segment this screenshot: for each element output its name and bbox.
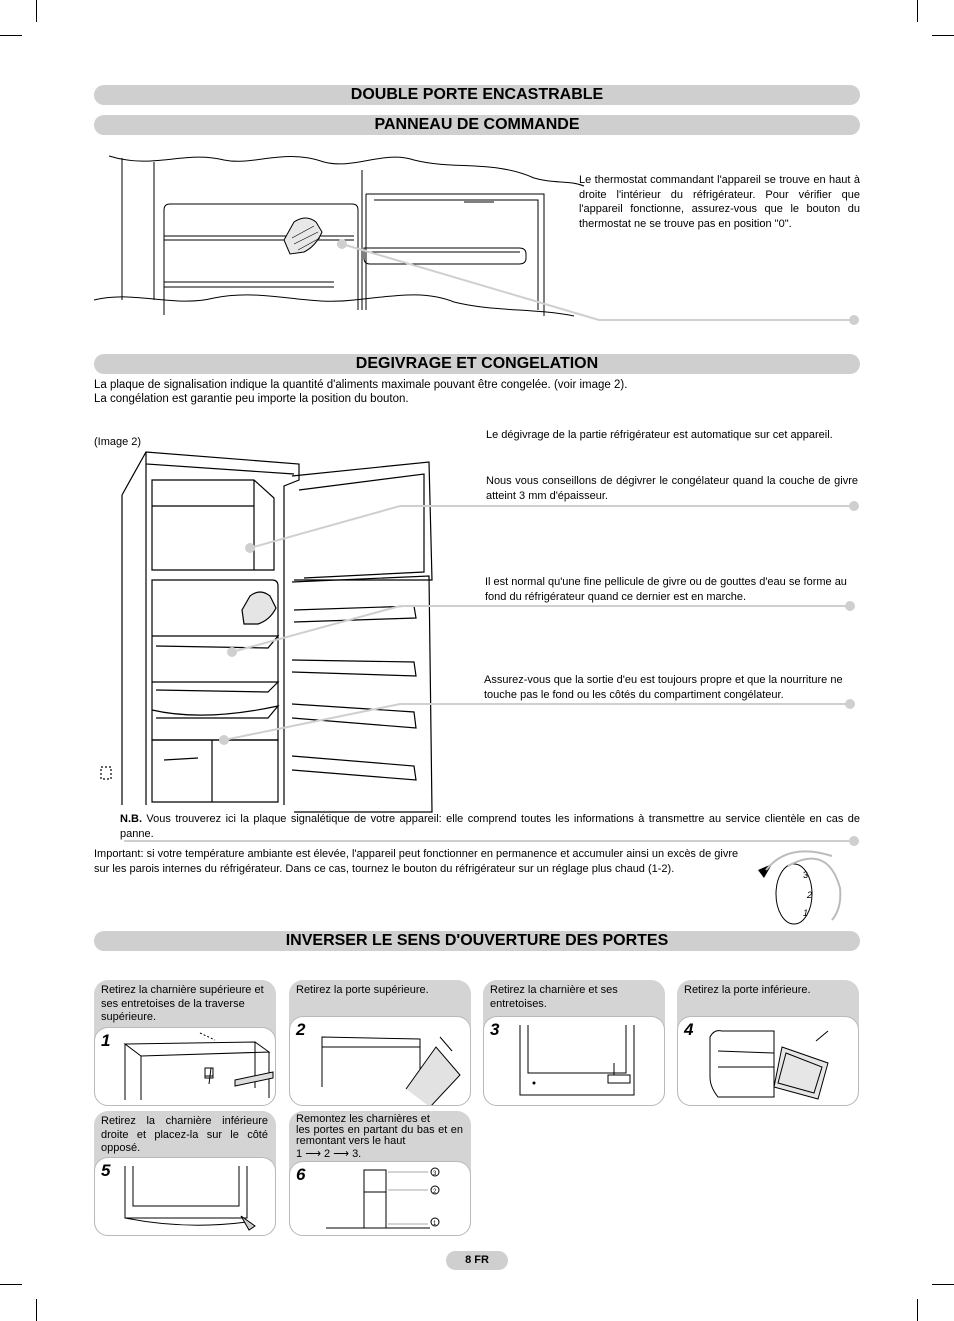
dial-label-1: 1 xyxy=(803,908,809,918)
note-degivrer-congelateur: Nous vous conseillons de dégivrer le congélateur quand la couche de givre atteint 3 mm d'épaisseur. xyxy=(486,475,858,502)
crop-mark xyxy=(36,1299,37,1321)
step-4-figure xyxy=(677,1016,859,1106)
crop-mark xyxy=(36,0,37,22)
crop-mark xyxy=(917,0,918,22)
step-card-3 xyxy=(483,980,665,1106)
thermostat-text: Le thermostat commandant l'appareil se trouve en haut à droite l'intérieur du réfrigérateur. Pour vérifier que l'appareil fonctionne, assurez-vous que le bouton du thermostat ne se trouve pas en position "0". xyxy=(579,174,860,230)
dial-label-2: 2 xyxy=(807,890,813,900)
step-5-figure xyxy=(94,1157,276,1236)
step-6-seq-1: 1 xyxy=(296,1148,303,1160)
step-6-label-1: 1 xyxy=(433,1221,437,1227)
nb-text: Vous trouverez ici la plaque signalétique de votre appareil: elle comprend toutes les informations à transmettre au service clientèle en cas de panne. xyxy=(120,813,860,840)
step-6-text-a: Remontez les charnières et xyxy=(296,1113,430,1125)
step-6-seq-2: 2 xyxy=(324,1148,331,1160)
crop-mark xyxy=(0,35,22,36)
step-6-number: 6 xyxy=(296,1165,306,1184)
step-2-text: Retirez la porte supérieure. xyxy=(296,984,429,996)
arrow-icon: ⟶ xyxy=(305,1148,321,1160)
step-6-label-3: 3 xyxy=(433,1171,437,1177)
crop-mark xyxy=(932,35,954,36)
heading-panneau-commande: PANNEAU DE COMMANDE xyxy=(94,115,860,135)
step-2-number: 2 xyxy=(296,1020,306,1039)
degivrage-intro-2: La congélation est garantie peu importe la position du bouton. xyxy=(94,393,409,405)
crop-mark xyxy=(0,1284,22,1285)
step-3-number: 3 xyxy=(490,1020,500,1039)
heading-inverser: INVERSER LE SENS D'OUVERTURE DES PORTES xyxy=(94,931,860,951)
degivrage-intro-1: La plaque de signalisation indique la quantité d'aliments maximale pouvant être congelée. (voir image 2). xyxy=(94,379,628,391)
step-1-figure xyxy=(94,1027,276,1106)
step-card-5 xyxy=(94,1111,276,1236)
note-pellicule-givre: Il est normal qu'une fine pellicule de givre ou de gouttes d'eau se forme au fond du réfrigérateur quand ce dernier est en marche. xyxy=(485,576,847,603)
step-5-text: Retirez la charnière inférieure droite et placez-la sur le côté opposé. xyxy=(101,1115,268,1154)
crop-mark xyxy=(917,1299,918,1321)
heading-double-porte: DOUBLE PORTE ENCASTRABLE xyxy=(94,85,860,105)
step-6-seq-3: 3. xyxy=(352,1148,362,1160)
note-sortie-eau: Assurez-vous que la sortie d'eu est toujours propre et que la nourriture ne touche pas le fond ou les côtés du compartiment congélateur. xyxy=(484,674,843,701)
step-5-number: 5 xyxy=(101,1161,111,1180)
step-6-sequence xyxy=(296,1149,463,1160)
nb-label: N.B. xyxy=(120,813,142,825)
note-degivrage-auto: Le dégivrage de la partie réfrigérateur est automatique sur cet appareil. xyxy=(486,429,833,441)
step-3-figure xyxy=(483,1016,665,1106)
image-2-label: (Image 2) xyxy=(94,436,142,448)
step-card-2 xyxy=(289,980,471,1106)
step-1-text: Retirez la charnière supérieure et ses entretoises de la traverse supérieure. xyxy=(101,984,264,1023)
step-card-4 xyxy=(677,980,859,1106)
thermostat-dial xyxy=(758,848,848,928)
important-paragraph: Important: si votre température ambiante est élevée, l'appareil peut fonctionner en permanence et accumuler ainsi un excès de givre sur les parois internes du réfrigérateur. Dans ce cas, tournez le bouton du réfrigérateur sur un réglage plus chaud (1-2). xyxy=(94,848,739,875)
step-card-1 xyxy=(94,980,276,1106)
step-6-text-b: les portes en partant du bas et en remontant vers le haut xyxy=(296,1124,463,1147)
page-number: 8 FR xyxy=(446,1251,508,1270)
step-1-number: 1 xyxy=(101,1031,111,1050)
step-2-figure xyxy=(289,1016,471,1106)
step-6-figure xyxy=(289,1161,471,1236)
step-6-label-2: 2 xyxy=(433,1189,437,1195)
step-4-text: Retirez la porte inférieure. xyxy=(684,984,811,996)
dial-label-3: 3 xyxy=(803,870,809,880)
step-4-number: 4 xyxy=(684,1020,694,1039)
step-card-6 xyxy=(289,1111,471,1236)
control-panel-illustration xyxy=(94,140,864,330)
crop-mark xyxy=(932,1284,954,1285)
heading-degivrage: DEGIVRAGE ET CONGELATION xyxy=(94,354,860,374)
arrow-icon: ⟶ xyxy=(333,1148,349,1160)
step-3-text: Retirez la charnière et ses entretoises. xyxy=(490,984,618,1010)
